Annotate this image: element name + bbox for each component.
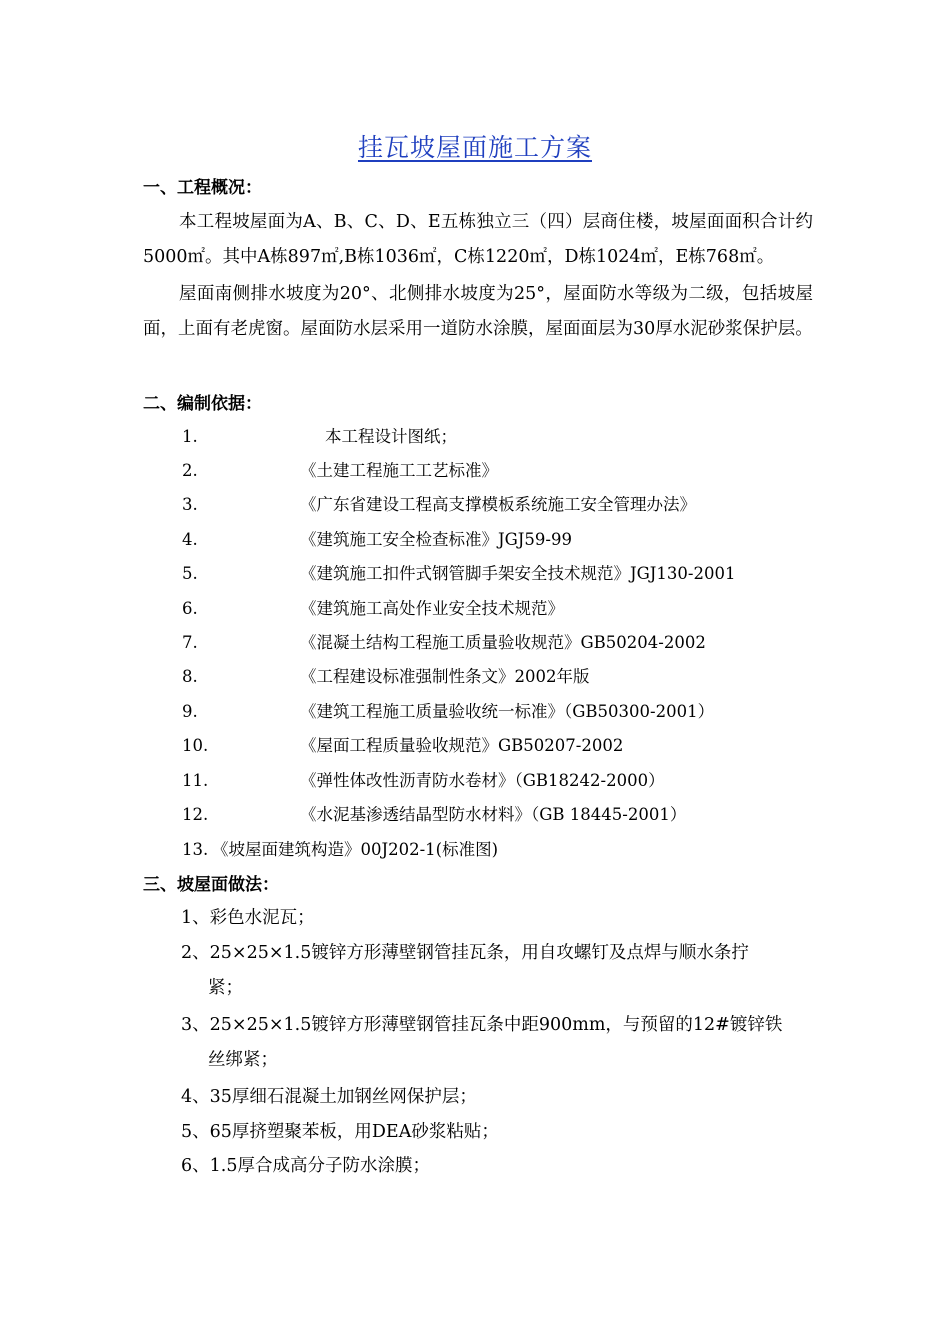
method-item-text: 2、25×25×1.5镀锌方形薄壁钢管挂瓦条，用自攻螺钉及点焊与顺水条拧	[181, 943, 749, 963]
basis-item-number: 12.	[182, 805, 209, 824]
basis-item	[0, 596, 950, 622]
basis-item-text: 《坡屋面建筑构造》00J202-1(标准图)	[212, 840, 499, 859]
basis-item	[0, 802, 950, 828]
method-item-text: 4、35厚细石混凝土加钢丝网保护层；	[181, 1087, 477, 1107]
basis-item-number: 1.	[182, 427, 198, 446]
basis-item-text: 《弹性体改性沥青防水卷材》（GB18242-2000）	[300, 771, 665, 790]
basis-item-number: 10.	[182, 736, 209, 755]
basis-item-number: 2.	[182, 461, 198, 480]
basis-item-text: 《广东省建设工程高支撑模板系统施工安全管理办法》	[300, 495, 696, 514]
basis-item-number: 5.	[182, 564, 198, 583]
basis-item-text: 《工程建设标准强制性条文》2002年版	[300, 667, 590, 686]
basis-item	[0, 458, 950, 484]
basis-item	[0, 664, 950, 690]
basis-item-text: 《建筑施工扣件式钢管脚手架安全技术规范》JGJ130-2001	[300, 564, 736, 583]
basis-item	[0, 837, 950, 863]
basis-item-text: 本工程设计图纸；	[325, 427, 457, 446]
basis-item	[0, 492, 950, 518]
basis-item	[0, 424, 950, 450]
method-item-continuation: 紧；	[208, 977, 243, 998]
overview-paragraph-2: 屋面南侧排水坡度为20°、北侧排水坡度为25°，屋面防水等级为二级，包括坡屋面，上面有老虎窗。屋面防水层采用一道防水涂膜，屋面面层为30厚水泥砂浆保护层。	[143, 284, 813, 339]
basis-item-number: 8.	[182, 667, 198, 686]
method-item	[181, 1149, 811, 1184]
method-item-text: 3、25×25×1.5镀锌方形薄壁钢管挂瓦条中距900mm，与预留的12#镀锌铁	[181, 1015, 783, 1035]
basis-item-number: 4.	[182, 530, 198, 549]
basis-item-text: 《混凝土结构工程施工质量验收规范》GB50204-2002	[300, 633, 706, 652]
basis-item	[0, 630, 950, 656]
overview-paragraph-1: 本工程坡屋面为A、B、C、D、E五栋独立三（四）层商住楼，坡屋面面积合计约5000㎡。其中A栋897㎡,B栋1036㎡，C栋1220㎡，D栋1024㎡，E栋768㎡。	[143, 212, 813, 267]
basis-item-number: 6.	[182, 599, 198, 618]
method-item-text: 1、彩色水泥瓦；	[181, 908, 315, 928]
section-heading-basis: 二、编制依据：	[143, 394, 262, 414]
basis-item-text: 《建筑施工安全检查标准》JGJ59-99	[300, 530, 572, 549]
method-item	[181, 901, 811, 936]
method-item	[181, 1008, 811, 1077]
basis-item-text: 《建筑工程施工质量验收统一标准》（GB50300-2001）	[300, 702, 715, 721]
basis-item-number: 11.	[182, 771, 209, 790]
document-title: 挂瓦坡屋面施工方案	[357, 133, 592, 162]
method-item-text: 5、65厚挤塑聚苯板，用DEA砂浆粘贴；	[181, 1122, 499, 1142]
basis-item-text: 《土建工程施工工艺标准》	[300, 461, 498, 480]
method-item-text: 6、1.5厚合成高分子防水涂膜；	[181, 1156, 430, 1176]
basis-item-number: 9.	[182, 702, 198, 721]
method-item-continuation: 丝绑紧；	[208, 1049, 278, 1070]
basis-item	[0, 561, 950, 587]
basis-item-number: 7.	[182, 633, 198, 652]
basis-item	[0, 527, 950, 553]
section-heading-method: 三、坡屋面做法：	[143, 875, 279, 895]
basis-item-number: 13.	[182, 840, 209, 859]
section-heading-overview: 一、工程概况：	[143, 178, 262, 198]
basis-item	[0, 699, 950, 725]
basis-item-text: 《建筑施工高处作业安全技术规范》	[300, 599, 564, 618]
method-item	[181, 1115, 811, 1150]
basis-item-number: 3.	[182, 495, 198, 514]
method-item	[181, 936, 811, 1005]
basis-item-text: 《水泥基渗透结晶型防水材料》（GB 18445-2001）	[300, 805, 687, 824]
basis-item	[0, 733, 950, 759]
basis-item-text: 《屋面工程质量验收规范》GB50207-2002	[300, 736, 624, 755]
basis-item	[0, 768, 950, 794]
method-item	[181, 1080, 811, 1115]
